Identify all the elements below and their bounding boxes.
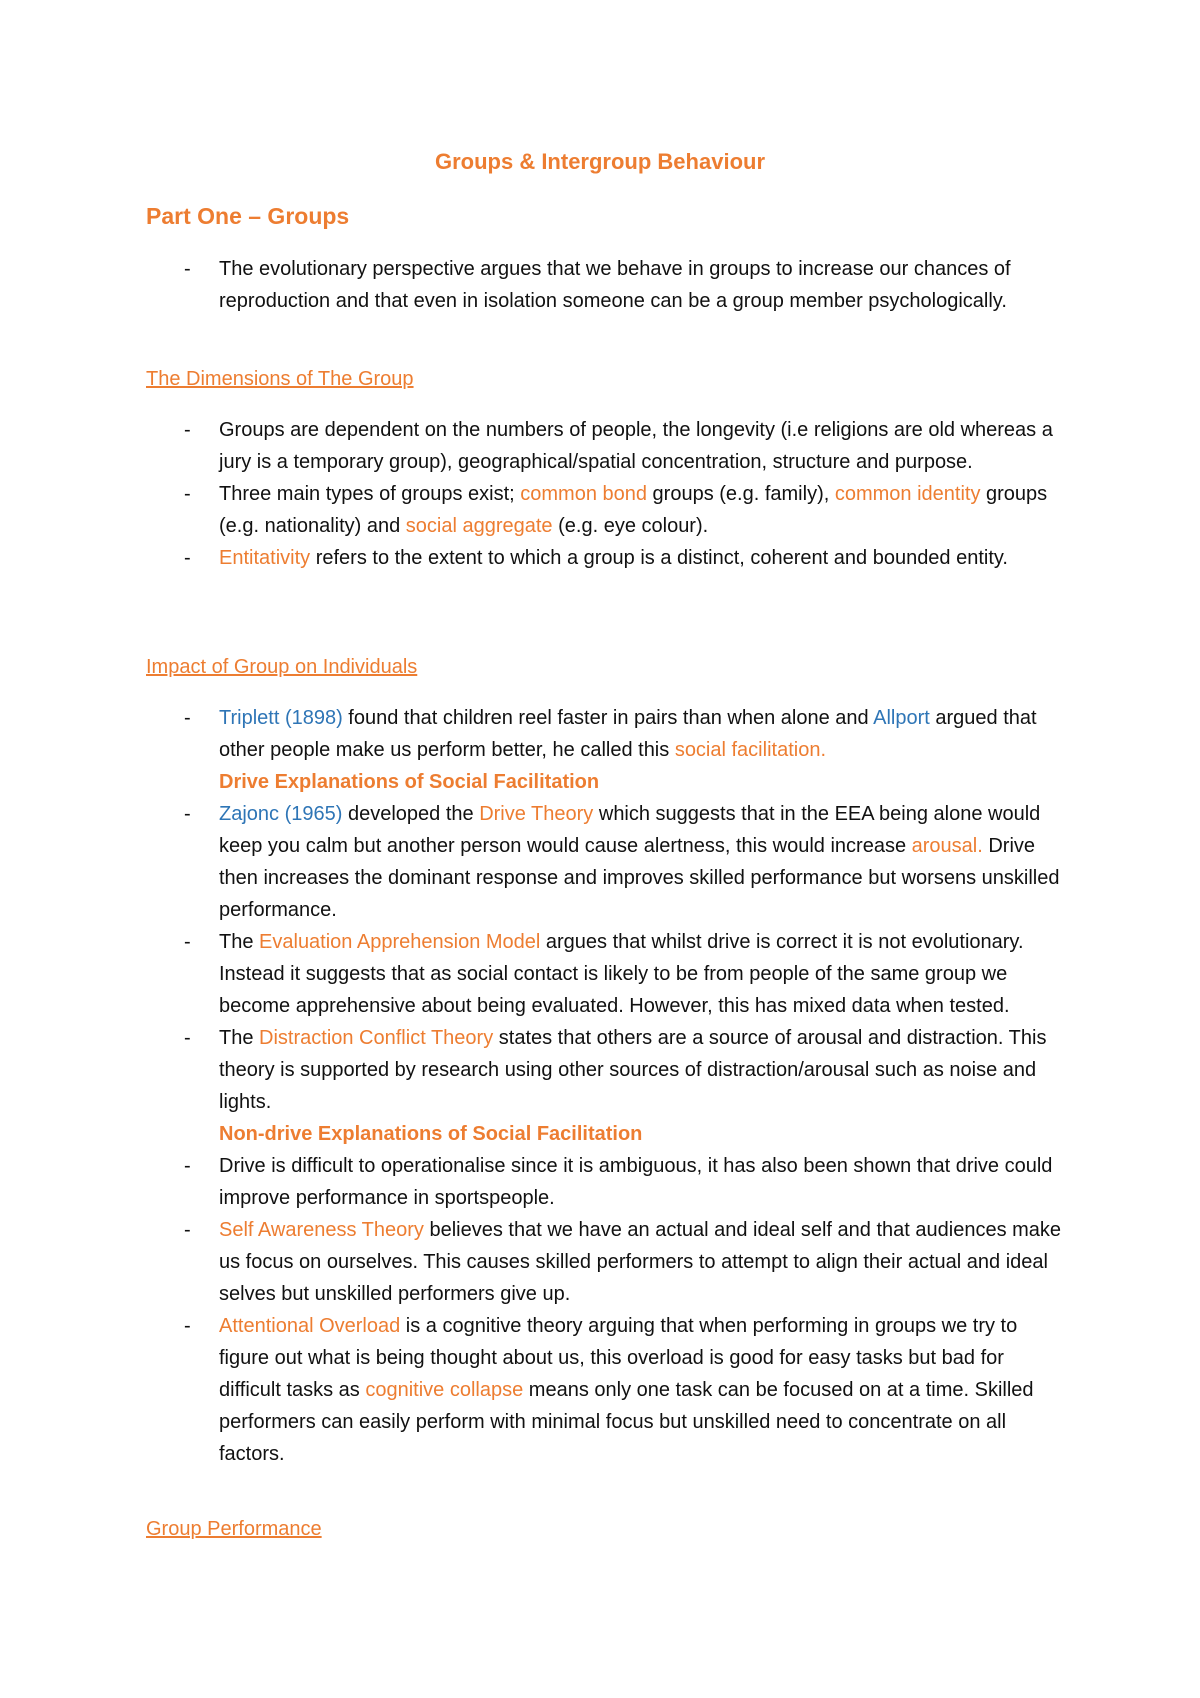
key-term: Attentional Overload [219, 1315, 401, 1337]
list-item [146, 1022, 1066, 1118]
key-term: social aggregate [405, 515, 553, 537]
item-text: means only one task can be focused on at a time. Skilled performers can easily perform with minimal focus but unskilled need to concentrate on all factors. [219, 1379, 1034, 1465]
dimensions-list [146, 414, 1066, 574]
key-term: arousal. [911, 835, 983, 857]
item-text: The evolutionary perspective argues that we behave in groups to increase our chances of reproduction and that even in isolation someone can be a group member psychologically. [219, 258, 1011, 312]
list-item [146, 1310, 1066, 1470]
document-title: Groups & Intergroup Behaviour [434, 149, 766, 174]
dash-bullet: - [184, 707, 191, 729]
item-text: groups (e.g. family), [647, 483, 835, 505]
list-item [146, 542, 1066, 574]
item-text: states that others are a source of arousal and distraction. This theory is supported by research using other sources of distraction/arousal such as noise and lights. [219, 1027, 1047, 1113]
key-term: Entitativity [219, 547, 311, 569]
dash-bullet: - [184, 483, 191, 505]
dash-bullet: - [184, 1027, 191, 1049]
list-item [146, 926, 1066, 1022]
list-item [146, 414, 1066, 478]
key-term: Distraction Conflict Theory [259, 1027, 494, 1049]
dash-bullet: - [184, 1219, 191, 1241]
item-text: Drive then increases the dominant response and improves skilled performance but worsens unskilled performance. [219, 835, 1060, 921]
dash-bullet: - [184, 931, 191, 953]
item-text: found that children reel faster in pairs than when alone and [342, 707, 874, 729]
item-text: argued that other people make us perform better, he called this [219, 707, 1037, 761]
part-one-heading: Part One – Groups [146, 203, 350, 229]
item-text: developed the [342, 803, 480, 825]
section-heading-impact: Impact of Group on Individuals [146, 656, 418, 678]
key-term: social facilitation. [674, 739, 826, 761]
key-term: Drive Theory [479, 803, 594, 825]
researcher-name: Allport [873, 707, 930, 729]
researcher-name: Zajonc (1965) [219, 803, 343, 825]
dash-bullet: - [184, 547, 191, 569]
key-term: common identity [834, 483, 981, 505]
section-heading-performance: Group Performance [146, 1518, 322, 1540]
dash-bullet: - [184, 803, 191, 825]
impact-list [146, 702, 1066, 1470]
list-item [146, 702, 1066, 766]
dash-bullet: - [184, 258, 191, 280]
dash-bullet: - [184, 1315, 191, 1337]
intro-list [146, 253, 1066, 317]
item-text: refers to the extent to which a group is a distinct, coherent and bounded entity. [310, 547, 1008, 569]
list-item [146, 478, 1066, 542]
item-text: which suggests that in the EEA being alone would keep you calm but another person would cause alertness, this would increase [219, 803, 1041, 857]
item-text: Drive is difficult to operationalise since it is ambiguous, it has also been shown that drive could improve performance in sportspeople. [219, 1155, 1053, 1209]
key-term: common bond [520, 483, 647, 505]
item-text: groups (e.g. nationality) and [219, 483, 1048, 537]
dash-bullet: - [184, 419, 191, 441]
subheading-drive: Drive Explanations of Social Facilitation [219, 771, 600, 793]
item-text: believes that we have an actual and ideal self and that audiences make us focus on ourselves. This causes skilled performers to attempt to align their actual and ideal selves but unskilled performers give up. [219, 1219, 1062, 1305]
subheading-non-drive: Non-drive Explanations of Social Facilitation [219, 1123, 643, 1145]
item-text: Groups are dependent on the numbers of people, the longevity (i.e religions are old whereas a jury is a temporary group), geographical/spatial concentration, structure and purpose. [219, 419, 1053, 473]
list-item [146, 798, 1066, 926]
list-item [146, 1214, 1066, 1310]
item-text: The [219, 1027, 260, 1049]
item-text: (e.g. eye colour). [552, 515, 709, 537]
key-term: Evaluation Apprehension Model [259, 931, 541, 953]
list-item [146, 253, 1066, 317]
researcher-name: Triplett (1898) [219, 707, 343, 729]
item-text: is a cognitive theory arguing that when performing in groups we try to figure out what is being thought about us, this overload is good for easy tasks but bad for difficult tasks as [219, 1315, 1018, 1401]
item-text: argues that whilst drive is correct it is not evolutionary. Instead it suggests that as social contact is likely to be from people of the same group we become apprehensive about being evaluated. However, this has mixed data when tested. [219, 931, 1024, 1017]
item-text: Three main types of groups exist; [219, 483, 521, 505]
key-term: Self Awareness Theory [219, 1219, 424, 1241]
section-heading-dimensions: The Dimensions of The Group [146, 368, 414, 390]
list-item [146, 1150, 1066, 1214]
dash-bullet: - [184, 1155, 191, 1177]
item-text: The [219, 931, 260, 953]
key-term: cognitive collapse [365, 1379, 524, 1401]
